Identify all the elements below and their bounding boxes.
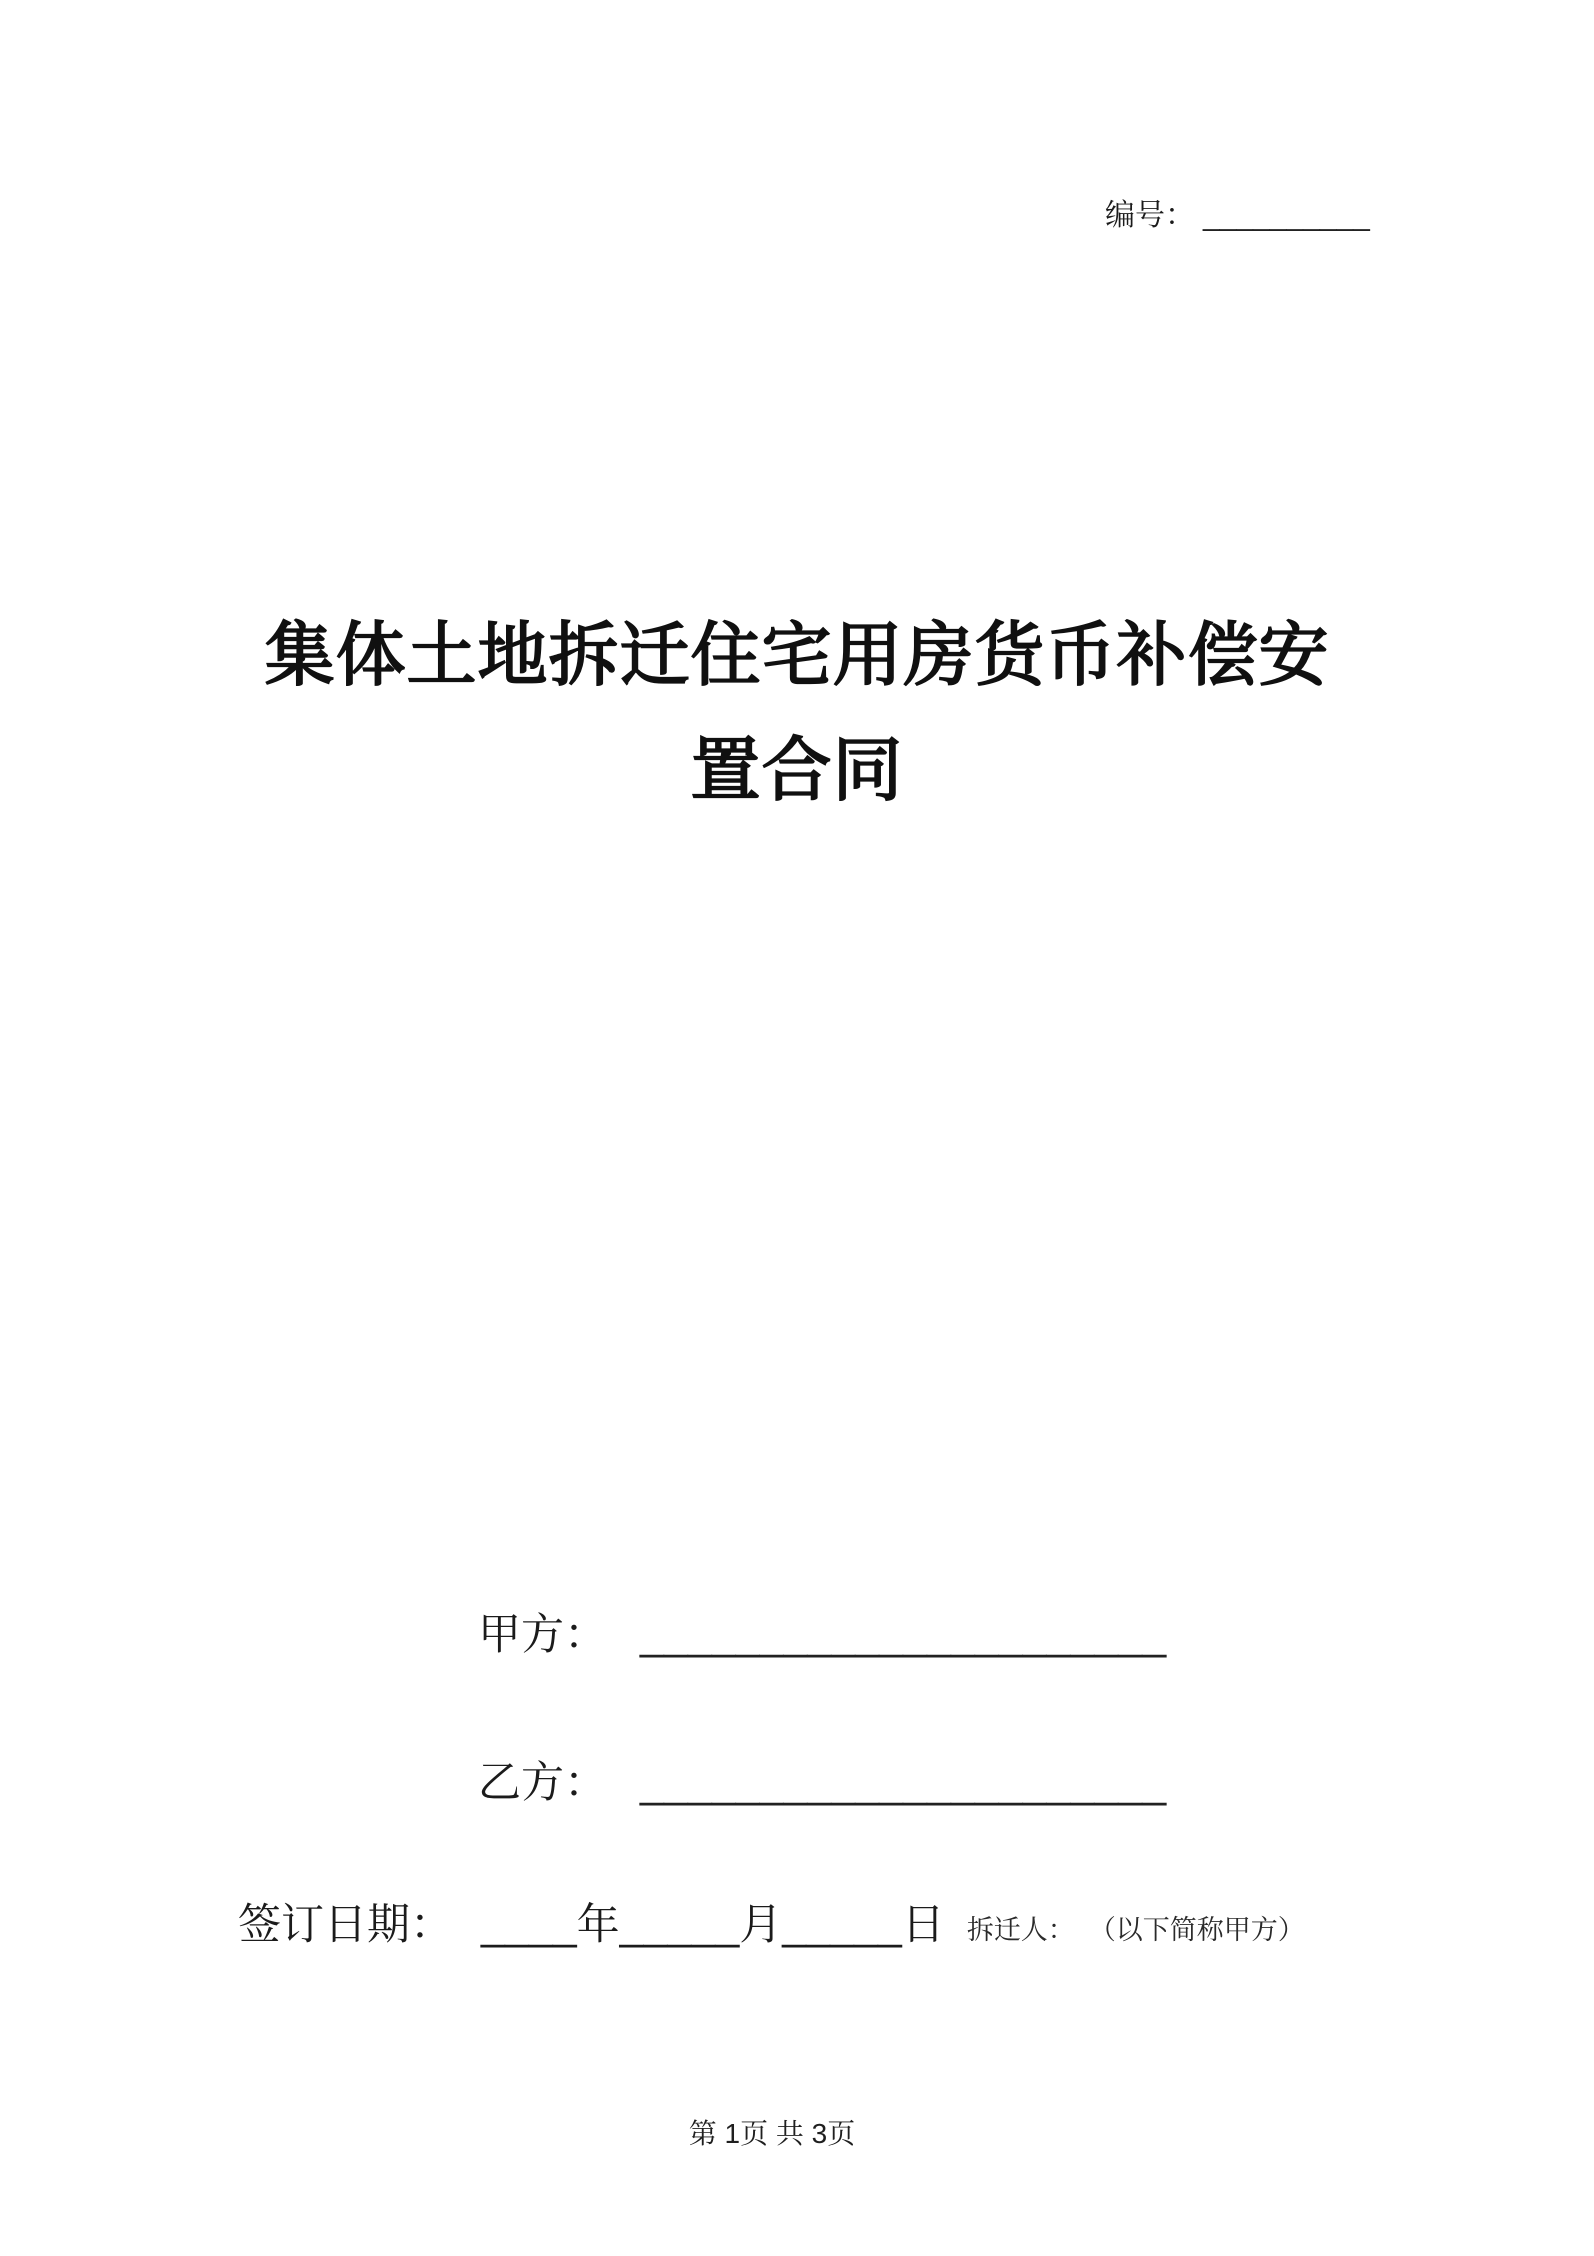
page-footer	[0, 2112, 1569, 2152]
contract-title-line-2: 置合同	[690, 731, 904, 809]
number-label: 编号：	[1105, 199, 1195, 232]
contract-title-line-1: 集体土地拆迁住宅用房货币补偿安	[264, 616, 1330, 694]
page-number-info: 第 1页 共 3页	[688, 2118, 856, 2149]
party-a-blank-field: ______________________	[640, 1611, 1167, 1659]
demolisher-note: （以下简称甲方）	[1088, 1915, 1305, 1945]
signing-date-blank-field: ____年_____月_____日	[481, 1901, 945, 1949]
party-b-row	[478, 1749, 1166, 1810]
number-blank-field: __________	[1203, 199, 1370, 232]
signing-date-label: 签订日期：	[238, 1901, 453, 1949]
party-b-label: 乙方：	[478, 1759, 607, 1807]
signing-date-row	[238, 1891, 1305, 1952]
party-b-blank-field: ______________________	[640, 1759, 1167, 1807]
demolisher-label: 拆迁人：	[966, 1915, 1075, 1945]
party-a-label: 甲方：	[478, 1611, 607, 1659]
document-number-line	[1105, 190, 1370, 234]
party-a-row	[478, 1601, 1166, 1662]
contract-title	[0, 598, 1594, 828]
